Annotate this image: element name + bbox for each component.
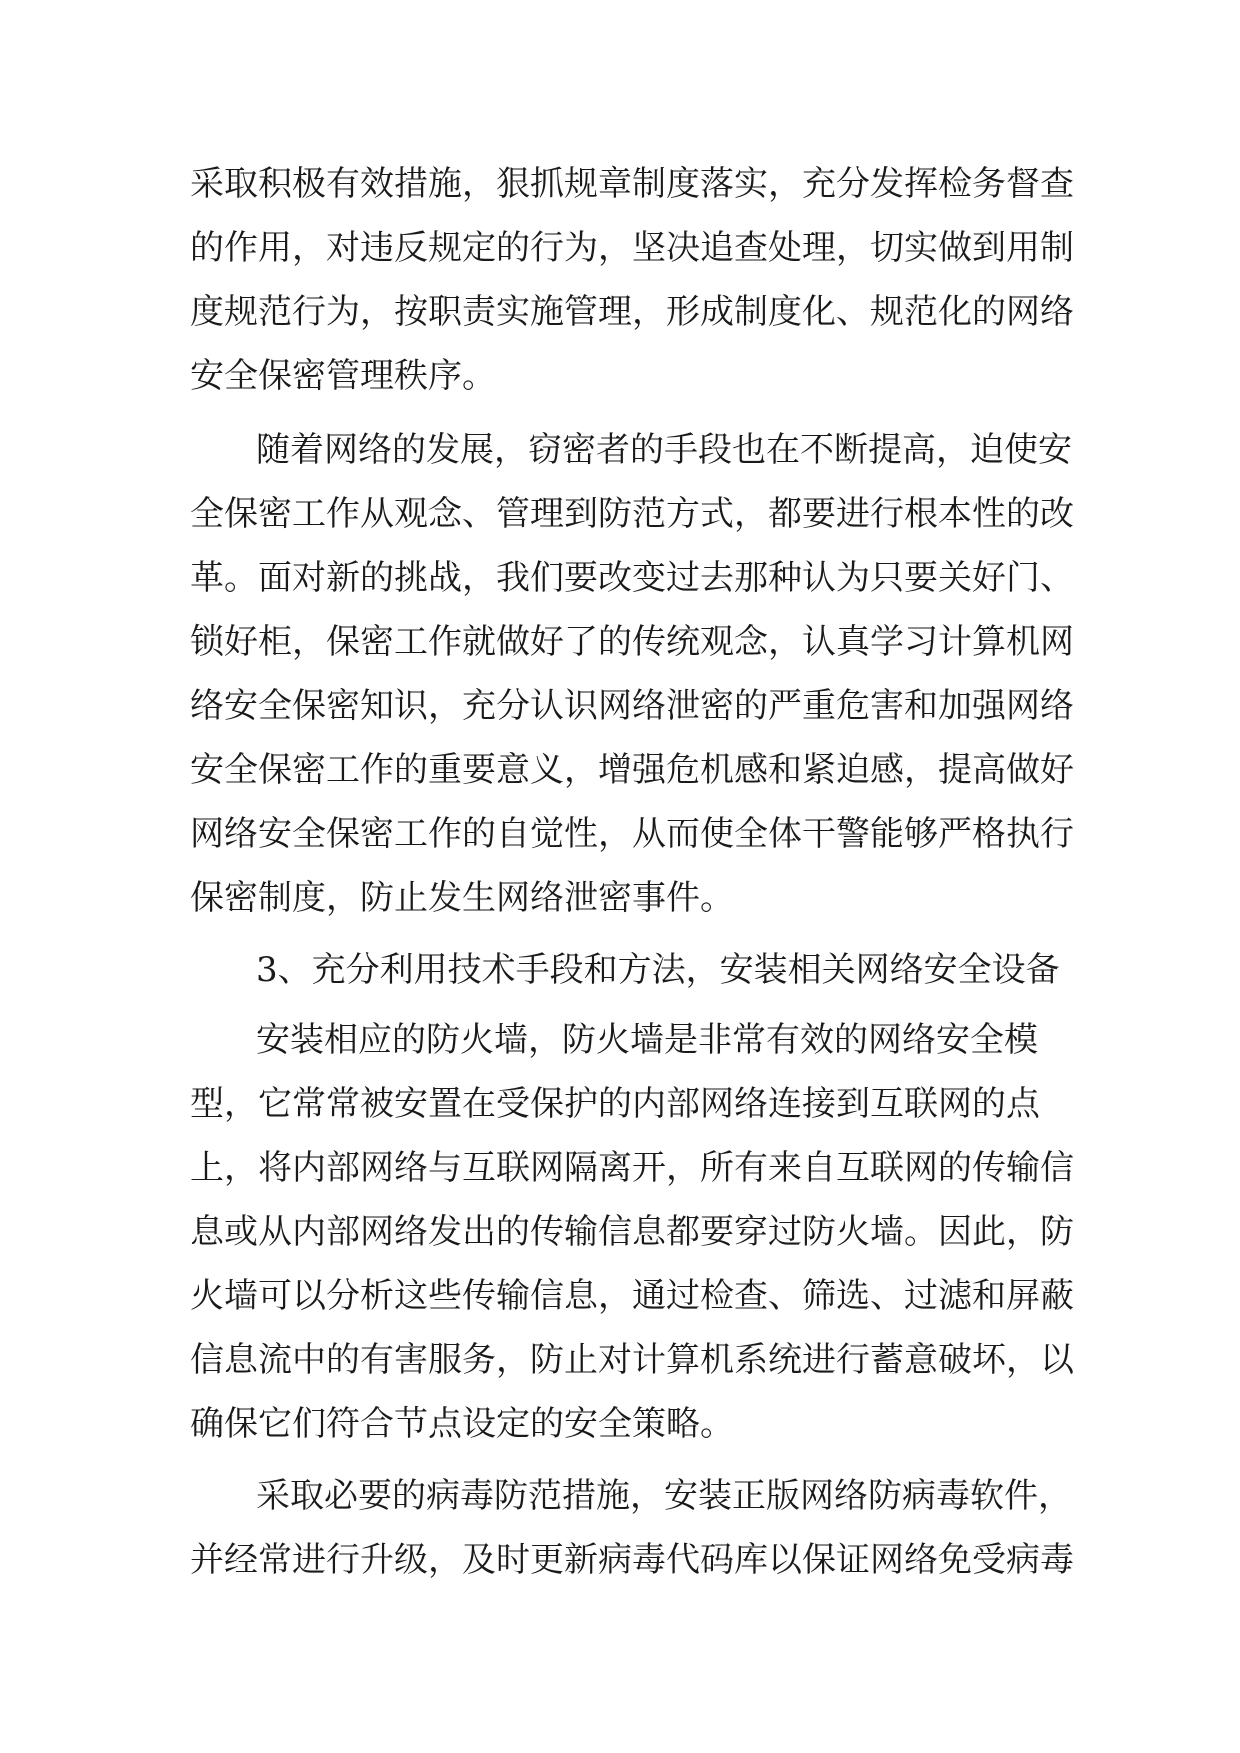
text-line: 息或从内部网络发出的传输信息都要穿过防火墙。因此，防 [190,1212,1074,1252]
text-line: 上，将内部网络与互联网隔离开，所有来自互联网的传输信 [190,1148,1074,1188]
paragraph-first-line: 安装相应的防火墙，防火墙是非常有效的网络安全模 [256,1020,1038,1060]
text-line: 信息流中的有害服务，防止对计算机系统进行蓄意破坏，以 [190,1340,1074,1380]
text-line: 全保密工作从观念、管理到防范方式，都要进行根本性的改 [190,494,1074,534]
paragraph-first-line: 随着网络的发展，窃密者的手段也在不断提高，迫使安 [256,430,1072,470]
text-line: 型，它常常被安置在受保护的内部网络连接到互联网的点 [190,1084,1040,1124]
text-line: 保密制度，防止发生网络泄密事件。 [190,878,734,918]
text-line: 火墙可以分析这些传输信息，通过检查、筛选、过滤和屏蔽 [190,1276,1074,1316]
text-line: 并经常进行升级，及时更新病毒代码库以保证网络免受病毒 [190,1540,1074,1580]
text-line: 度规范行为，按职责实施管理，形成制度化、规范化的网络 [190,292,1074,332]
text-line: 安全保密管理秩序。 [190,356,496,396]
text-line: 安全保密工作的重要意义，增强危机感和紧迫感，提高做好 [190,750,1074,790]
text-line: 锁好柜，保密工作就做好了的传统观念，认真学习计算机网 [190,622,1074,662]
text-line: 网络安全保密工作的自觉性，从而使全体干警能够严格执行 [190,814,1074,854]
text-line: 确保它们符合节点设定的安全策略。 [190,1404,734,1444]
paragraph-first-line: 采取必要的病毒防范措施，安装正版网络防病毒软件， [256,1476,1072,1516]
section-heading: 3、充分利用技术手段和方法，安装相关网络安全设备 [256,950,1060,990]
text-line: 的作用，对违反规定的行为，坚决追查处理，切实做到用制 [190,228,1074,268]
text-line: 采取积极有效措施，狠抓规章制度落实，充分发挥检务督查 [190,164,1074,204]
text-line: 络安全保密知识，充分认识网络泄密的严重危害和加强网络 [190,686,1074,726]
text-line: 革。面对新的挑战，我们要改变过去那种认为只要关好门、 [190,558,1074,598]
